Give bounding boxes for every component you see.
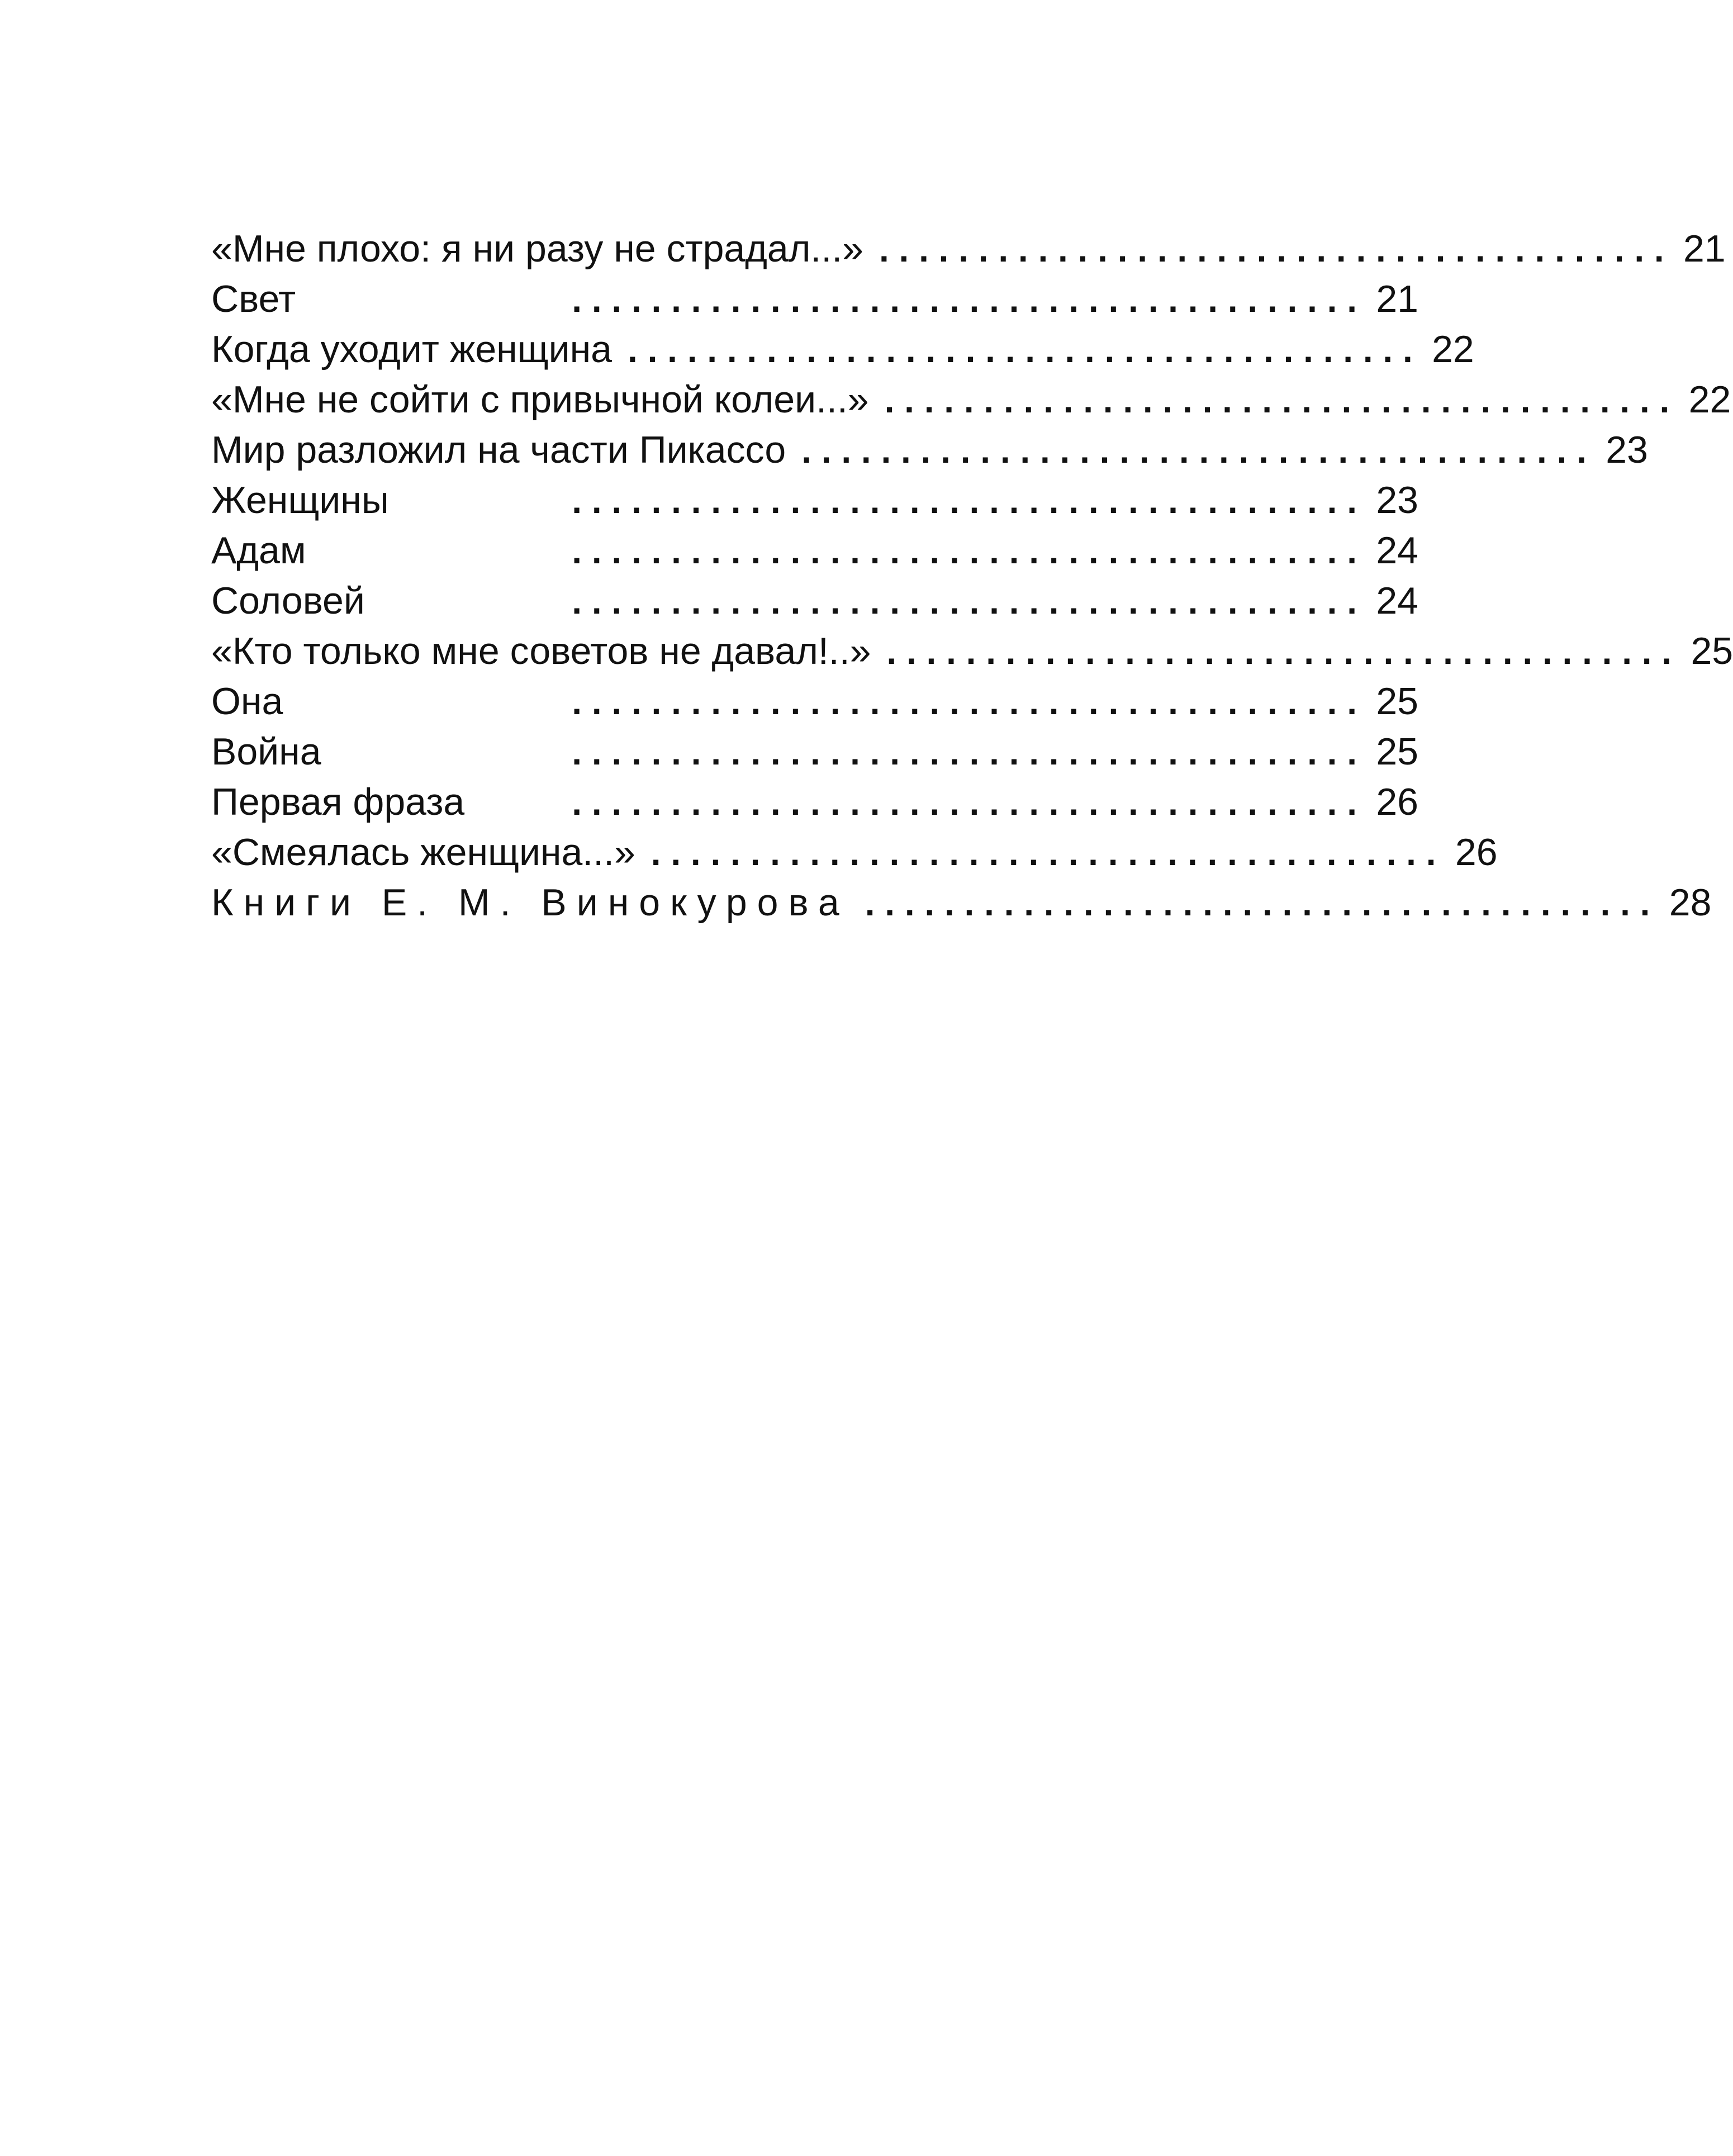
toc-entry [211, 525, 1418, 576]
toc-entry [211, 626, 1733, 676]
dot-leader: . . . . . . . . . . . . . . . . . . . . . . . . . . . . . . . . . . . . . . . . [879, 229, 1664, 269]
dot-leader: . . . . . . . . . . . . . . . . . . . . . . . . . . . . . . . . . . . . . . . . [886, 631, 1672, 672]
table-of-contents [211, 224, 1733, 928]
toc-entry [211, 726, 1418, 777]
toc-entry-page: 25 [1376, 680, 1418, 723]
toc-entry-page: 24 [1376, 580, 1418, 622]
toc-entry-page: 25 [1691, 630, 1733, 672]
toc-entry [211, 576, 1418, 626]
toc-entry-title: Книги Е. М. Винокурова [211, 881, 849, 924]
toc-entry-title: Свет [211, 278, 296, 320]
toc-entry-title: Война [211, 730, 321, 773]
toc-entry-page: 26 [1455, 831, 1498, 873]
dot-leader: . . . . . . . . . . . . . . . . . . . . . . . . . . . . . . . . . . . . . . . . [572, 732, 1357, 772]
toc-entry-page: 25 [1376, 730, 1418, 773]
toc-entry [211, 374, 1731, 425]
toc-entry-title: Она [211, 680, 283, 723]
toc-entry-page: 21 [1376, 278, 1418, 320]
toc-entry [211, 475, 1418, 525]
toc-entry-title: «Кто только мне советов не давал!..» [211, 630, 871, 672]
toc-entry-title: Когда уходит женщина [211, 328, 612, 371]
dot-leader: . . . . . . . . . . . . . . . . . . . . . . . . . . . . . . . . . . . . . . . . [651, 833, 1436, 873]
toc-entry-title: Адам [211, 529, 306, 572]
toc-entry [211, 224, 1726, 274]
dot-leader: . . . . . . . . . . . . . . . . . . . . . . . . . . . . . . . . . . . . . . . . [628, 330, 1413, 370]
toc-entry-page: 26 [1376, 781, 1418, 823]
toc-entry-title: Женщины [211, 479, 389, 521]
toc-entry-page: 22 [1432, 328, 1474, 371]
toc-entry [211, 324, 1474, 374]
toc-entry [211, 827, 1498, 877]
dot-leader: . . . . . . . . . . . . . . . . . . . . . . . . . . . . . . . . . . . . . . . . [865, 883, 1650, 923]
dot-leader: . . . . . . . . . . . . . . . . . . . . . . . . . . . . . . . . . . . . . . . . [572, 279, 1357, 320]
toc-entry [211, 676, 1418, 726]
toc-entry [211, 777, 1418, 827]
toc-entry-page: 23 [1376, 479, 1418, 521]
toc-entry-title: «Мне плохо: я ни разу не страдал...» [211, 227, 863, 270]
toc-entry [211, 274, 1418, 324]
toc-entry-title: «Смеялась женщина...» [211, 831, 635, 873]
toc-entry-title: Соловей [211, 580, 365, 622]
dot-leader: . . . . . . . . . . . . . . . . . . . . . . . . . . . . . . . . . . . . . . . . [801, 430, 1587, 471]
dot-leader: . . . . . . . . . . . . . . . . . . . . . . . . . . . . . . . . . . . . . . . . [572, 531, 1357, 571]
dot-leader: . . . . . . . . . . . . . . . . . . . . . . . . . . . . . . . . . . . . . . . . [572, 782, 1357, 823]
dot-leader: . . . . . . . . . . . . . . . . . . . . . . . . . . . . . . . . . . . . . . . . [884, 380, 1670, 420]
toc-entry-page: 24 [1376, 529, 1418, 572]
toc-entry-title: Мир разложил на части Пикассо [211, 429, 786, 471]
toc-entry-page: 28 [1669, 881, 1712, 924]
toc-entry-page: 21 [1683, 227, 1726, 270]
toc-entry-title: «Мне не сойти с привычной колеи...» [211, 378, 869, 421]
dot-leader: . . . . . . . . . . . . . . . . . . . . . . . . . . . . . . . . . . . . . . . . [572, 682, 1357, 722]
toc-entry-page: 22 [1688, 378, 1731, 421]
toc-entry [211, 425, 1648, 475]
toc-entry-page: 23 [1606, 429, 1648, 471]
toc-entry-title: Первая фраза [211, 781, 465, 823]
dot-leader: . . . . . . . . . . . . . . . . . . . . . . . . . . . . . . . . . . . . . . . . [572, 481, 1357, 521]
dot-leader: . . . . . . . . . . . . . . . . . . . . . . . . . . . . . . . . . . . . . . . . [572, 581, 1357, 621]
toc-entry [211, 877, 1712, 928]
